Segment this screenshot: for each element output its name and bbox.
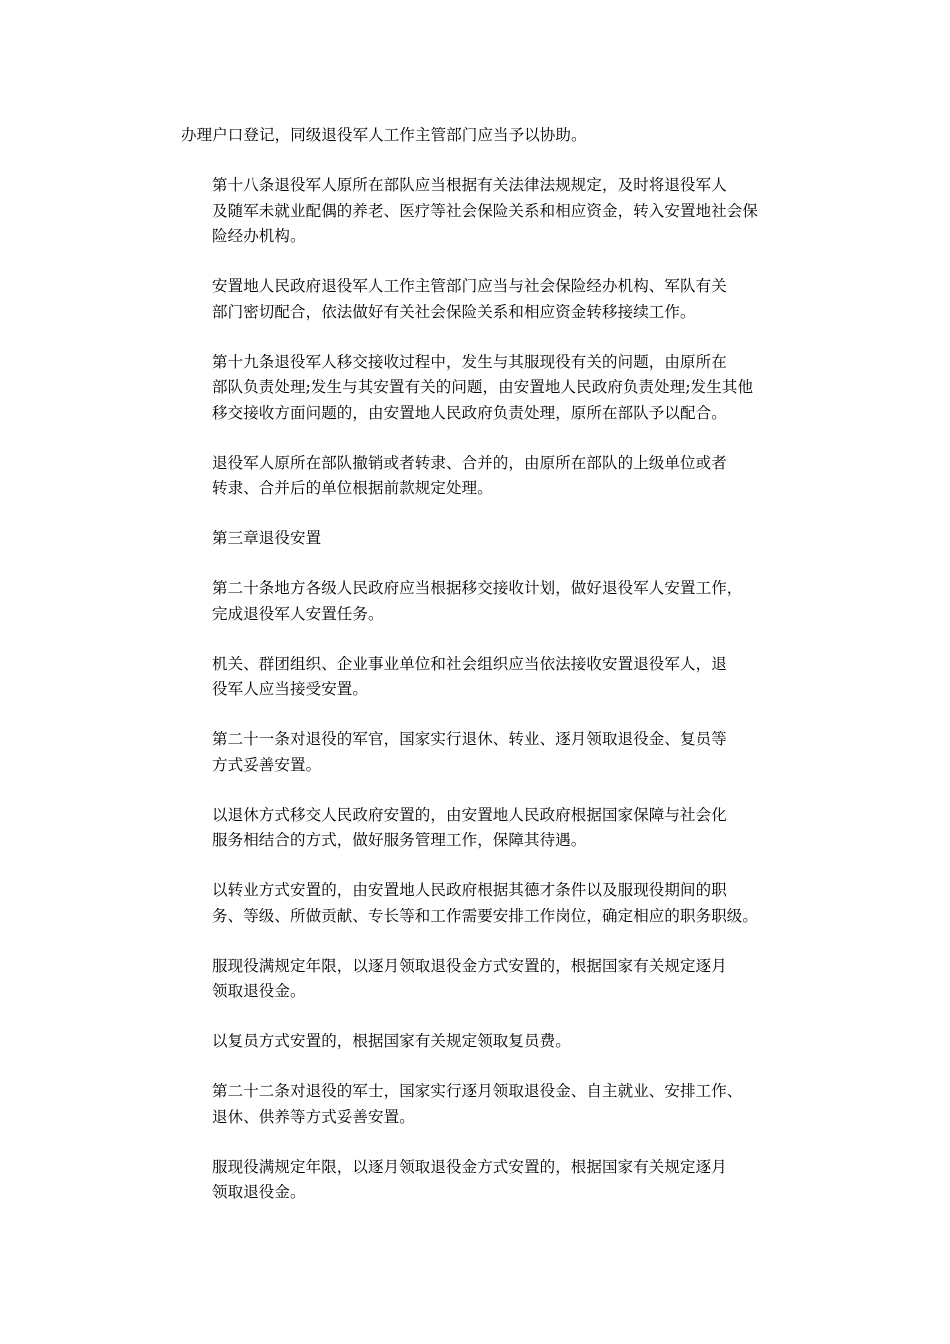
paragraph [181,727,779,778]
text-line: 办理户口登记，同级退役军人工作主管部门应当予以协助。 [181,126,587,144]
paragraph [181,576,779,627]
text-line: 机关、群团组织、企业事业单位和社会组织应当依法接收安置退役军人，退 [212,654,727,673]
text-line: 完成退役军人安置任务。 [212,604,384,623]
text-line: 役军人应当接受安置。 [212,680,369,698]
text-line: 部门密切配合，依法做好有关社会保险关系和相应资金转移接续工作。 [212,302,696,321]
text-line: 服现役满规定年限，以逐月领取退役金方式安置的，根据国家有关规定逐月 [212,1157,727,1176]
paragraph [181,526,779,552]
document-body [181,123,779,1230]
paragraph [181,173,779,250]
text-line: 服现役满规定年限，以逐月领取退役金方式安置的，根据国家有关规定逐月 [212,956,727,975]
paragraph [181,652,779,703]
paragraph [181,350,779,427]
paragraph [181,1029,779,1055]
text-line: 务、等级、所做贡献、专长等和工作需要安排工作岗位，确定相应的职务职级。 [212,906,759,925]
paragraph [181,123,779,149]
text-line: 以转业方式安置的，由安置地人民政府根据其德才条件以及服现役期间的职 [212,881,727,899]
text-line: 以复员方式安置的，根据国家有关规定领取复员费。 [212,1032,571,1050]
text-line: 退役军人原所在部队撤销或者转隶、合并的，由原所在部队的上级单位或者 [212,453,727,472]
paragraph [181,1155,779,1206]
text-line: 服务相结合的方式，做好服务管理工作，保障其待遇。 [212,831,587,849]
paragraph [181,878,779,929]
paragraph [181,274,779,325]
paragraph [181,803,779,854]
text-line: 第二十条地方各级人民政府应当根据移交接收计划，做好退役军人安置工作， [212,579,743,597]
text-line: 险经办机构。 [212,227,306,245]
paragraph [181,954,779,1005]
text-line: 转隶、合并后的单位根据前款规定处理。 [212,479,493,497]
text-line: 第三章退役安置 [212,529,322,547]
text-line: 安置地人民政府退役军人工作主管部门应当与社会保险经办机构、军队有关 [212,277,727,295]
text-line: 部队负责处理;发生与其安置有关的问题，由安置地人民政府负责处理;发生其他 [212,378,754,396]
text-line: 第二十一条对退役的军官，国家实行退休、转业、逐月领取退役金、复员等 [212,730,727,748]
text-line: 移交接收方面问题的，由安置地人民政府负责处理，原所在部队予以配合。 [212,403,727,422]
text-line: 第十八条退役军人原所在部队应当根据有关法律法规规定，及时将退役军人 [212,176,727,194]
paragraph [181,1079,779,1130]
text-line: 退休、供养等方式妥善安置。 [212,1107,415,1126]
text-line: 领取退役金。 [212,982,306,1000]
text-line: 领取退役金。 [212,1183,306,1201]
paragraph [181,451,779,502]
text-line: 第二十二条对退役的军士，国家实行逐月领取退役金、自主就业、安排工作、 [212,1082,743,1100]
text-line: 第十九条退役军人移交接收过程中，发生与其服现役有关的问题，由原所在 [212,352,727,371]
text-line: 方式妥善安置。 [212,755,322,774]
text-line: 以退休方式移交人民政府安置的，由安置地人民政府根据国家保障与社会化 [212,805,727,824]
text-line: 及随军未就业配偶的养老、医疗等社会保险关系和相应资金，转入安置地社会保 [212,201,759,220]
